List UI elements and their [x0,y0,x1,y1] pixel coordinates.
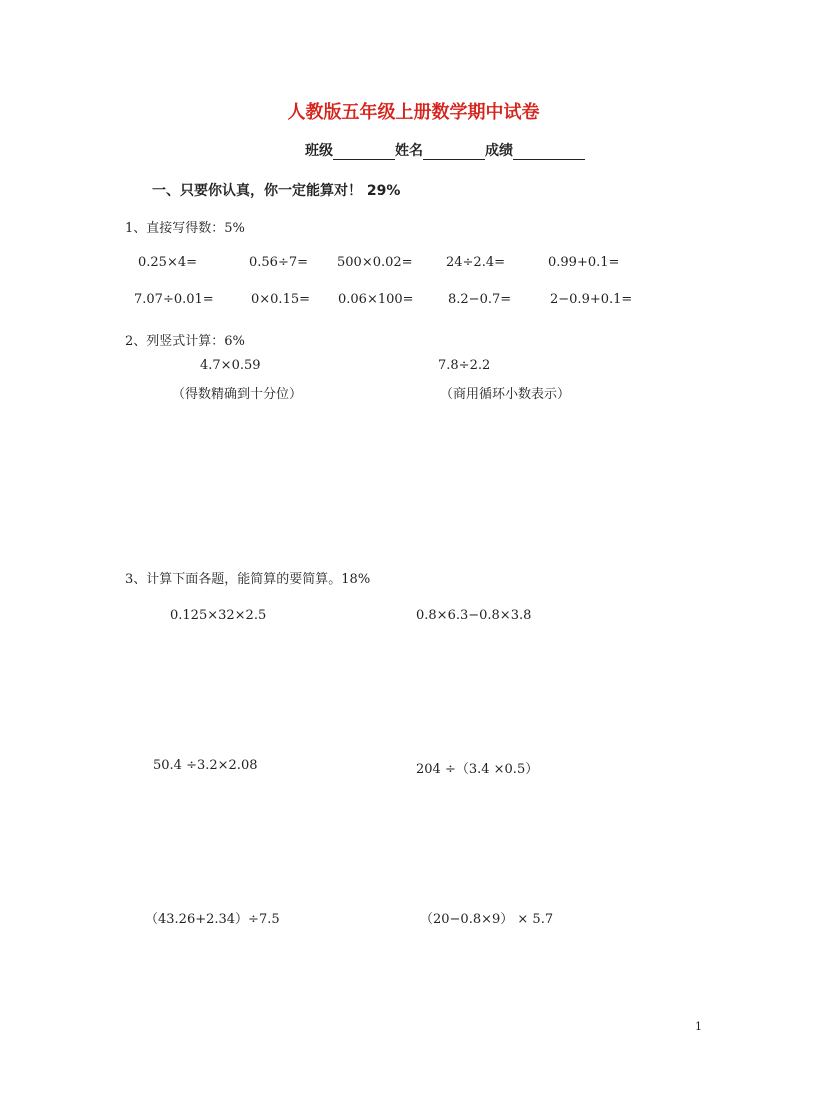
student-info-line [305,140,585,160]
q1-item: 0.06×100= [338,292,414,307]
q2-note: （得数精确到十分位） [172,387,303,402]
class-blank[interactable] [333,145,395,160]
q2-expression: 4.7×0.59 [200,358,261,373]
page-number: 1 [695,1020,702,1033]
q1-item: 500×0.02= [337,255,413,270]
q3-item: 204 ÷（3.4 ×0.5） [416,762,539,777]
q1-item: 0.99+0.1= [548,255,620,270]
q3-item: 0.125×32×2.5 [170,608,267,623]
q1-item: 0×0.15= [251,292,311,307]
q1-item: 0.56÷7= [249,255,309,270]
score-blank[interactable] [513,145,585,160]
q1-item: 7.07÷0.01= [134,292,214,307]
name-label: 姓名 [395,143,423,159]
q3-item: （20−0.8×9） × 5.7 [420,912,554,927]
q1-item: 24÷2.4= [446,255,506,270]
class-label: 班级 [305,143,333,159]
score-label: 成绩 [485,143,513,159]
q1-item: 0.25×4= [138,255,198,270]
q1-item: 2−0.9+0.1= [550,292,633,307]
section-1-heading: 一、只要你认真，你一定能算对！ 29% [152,183,401,199]
q3-item: （43.26+2.34）÷7.5 [145,912,280,927]
q1-item: 8.2−0.7= [448,292,512,307]
q2-expression: 7.8÷2.2 [438,358,491,373]
name-blank[interactable] [423,145,485,160]
question-2-label: 2、列竖式计算：6% [125,334,245,349]
q2-note: （商用循环小数表示） [440,387,571,402]
q3-item: 0.8×6.3−0.8×3.8 [416,608,532,623]
page-title: 人教版五年级上册数学期中试卷 [287,102,540,123]
question-1-label: 1、直接写得数：5% [125,221,245,236]
question-3-label: 3、计算下面各题，能简算的要简算。18% [125,572,371,587]
q3-item: 50.4 ÷3.2×2.08 [153,758,258,773]
